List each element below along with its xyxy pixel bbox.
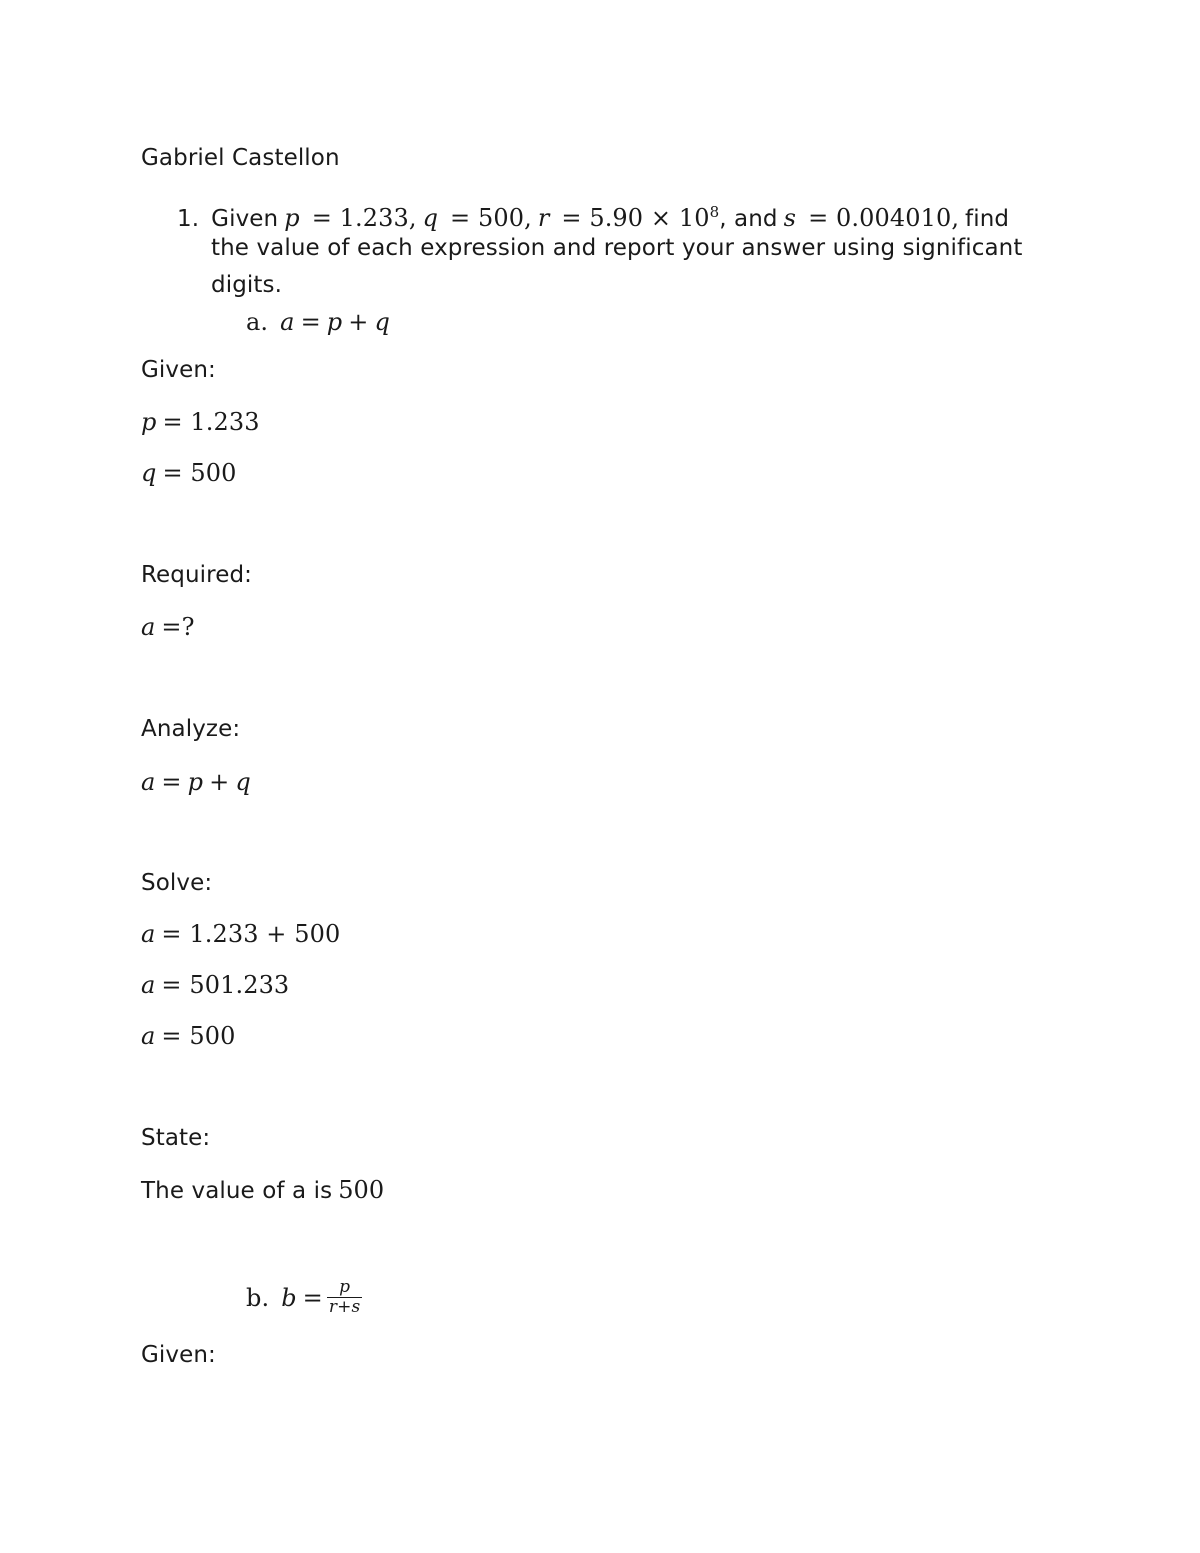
author-text: Gabriel Castellon [141,145,340,171]
analyze-eq-q: q [235,768,251,796]
fraction-numerator: p [327,1279,362,1298]
problem-statement-line-1 [177,197,1009,234]
required-value: =? [161,613,195,641]
part-b-eq-equals: = [302,1284,323,1312]
and-word: , and [719,206,778,232]
analyze-eq-p: p [187,768,204,796]
value-r: = 5.90 × 10 [561,204,710,232]
part-a-eq-q: q [374,308,390,336]
part-a-eq-plus: + [348,308,369,336]
var-q: q [422,204,439,232]
solve-2-var: a [141,971,156,999]
state-text: The value of a is [141,1178,333,1204]
value-p: = 1.233, [311,204,417,232]
part-a-given-heading [141,355,216,385]
given-p-var: p [141,408,157,436]
value-q: = 500, [450,204,532,232]
part-a-state-heading [141,1123,210,1153]
problem-number: 1. [177,206,200,232]
solve-1-value: = 1.233 + 500 [161,920,341,948]
part-a-eq-a: a [280,308,295,336]
analyze-heading-text: Analyze: [141,716,241,742]
given-word: Given [211,206,279,232]
solve-3-value: = 500 [161,1022,236,1050]
analyze-eq-equals: = [161,768,182,796]
state-value: 500 [338,1176,385,1204]
problem-text-2: the value of each expression and report your answer using significant [211,235,1023,261]
part-b-equation [246,1276,362,1321]
part-a-state-sentence [141,1175,384,1206]
part-a-eq-p: p [326,308,343,336]
part-a-given-q [141,458,237,489]
required-var: a [141,613,156,641]
part-a-given-p [141,407,260,438]
part-a-solve-step-3 [141,1021,235,1052]
part-b-given-heading-text: Given: [141,1342,216,1368]
state-heading-text: State: [141,1125,211,1151]
part-b-label: b. [246,1284,270,1312]
author-name [141,143,340,173]
required-heading-text: Required: [141,562,253,588]
part-a-required-eq [141,612,195,643]
part-a-solve-heading [141,868,212,898]
problem-text-3: digits. [211,272,282,298]
given-heading-text: Given: [141,357,216,383]
var-r: r [537,204,550,232]
solve-heading-text: Solve: [141,870,213,896]
value-s: = 0.004010, [808,204,960,232]
part-a-equation [246,307,390,338]
part-b-fraction [327,1276,362,1317]
analyze-eq-a: a [141,768,156,796]
var-s: s [783,204,797,232]
part-a-analyze-eq [141,767,251,798]
given-p-value: = 1.233 [162,408,260,436]
part-a-solve-step-2 [141,970,289,1001]
analyze-eq-plus: + [209,768,230,796]
problem-statement-line-3 [211,270,282,300]
part-a-eq-equals: = [300,308,321,336]
exponent-r: 8 [709,203,720,221]
part-a-required-heading [141,560,252,590]
problem-statement-line-2 [211,233,1022,263]
part-a-solve-step-1 [141,919,340,950]
find-word: find [965,206,1010,232]
given-q-value: = 500 [162,459,237,487]
part-b-given-heading [141,1340,216,1370]
part-b-eq-b: b [281,1284,297,1312]
part-a-label: a. [246,308,269,336]
solve-2-value: = 501.233 [161,971,290,999]
given-q-var: q [141,459,157,487]
part-a-analyze-heading [141,714,240,744]
solve-1-var: a [141,920,156,948]
fraction-denominator: r+s [328,1296,361,1317]
var-p: p [284,204,300,232]
solve-3-var: a [141,1022,156,1050]
